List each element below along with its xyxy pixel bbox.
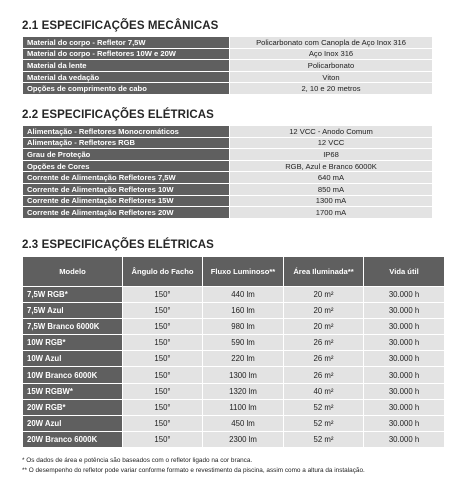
mechanical-spec-value: Viton: [230, 71, 433, 83]
lifespan-cell: 30.000 h: [364, 383, 445, 399]
mechanical-spec-label: Material do corpo - Refletores 10W e 20W: [23, 48, 230, 60]
electrical-spec-value: 12 VCC - Anodo Comum: [230, 126, 433, 138]
mechanical-spec-value: Policarbonato: [230, 60, 433, 72]
model-cell: 20W Branco 6000K: [23, 431, 123, 447]
table-row: [23, 319, 445, 335]
electrical-spec-row: [23, 160, 433, 172]
model-cell: 7,5W Azul: [23, 303, 123, 319]
table-row: [23, 431, 445, 447]
illuminated-area-cell: 20 m²: [284, 287, 364, 303]
beam-angle-cell: 150°: [123, 351, 203, 367]
table-row: [23, 383, 445, 399]
beam-angle-cell: 150°: [123, 383, 203, 399]
electrical-spec-value: 1300 mA: [230, 195, 433, 207]
luminous-flux-cell: 440 lm: [203, 287, 284, 303]
mechanical-spec-table: [22, 36, 433, 95]
electrical-spec-row: [23, 195, 433, 207]
illuminated-area-cell: 20 m²: [284, 303, 364, 319]
luminous-flux-cell: 590 lm: [203, 335, 284, 351]
illuminated-area-cell: 40 m²: [284, 383, 364, 399]
lifespan-cell: 30.000 h: [364, 367, 445, 383]
illuminated-area-cell: 26 m²: [284, 351, 364, 367]
section-title-mechanical: 2.1 ESPECIFICAÇÕES MECÂNICAS: [22, 20, 219, 32]
luminous-flux-cell: 2300 lm: [203, 431, 284, 447]
model-cell: 10W Branco 6000K: [23, 367, 123, 383]
header-luminous-flux: Fluxo Luminoso**: [203, 257, 284, 287]
table-row: [23, 335, 445, 351]
model-cell: 15W RGBW*: [23, 383, 123, 399]
luminous-flux-cell: 1100 lm: [203, 399, 284, 415]
illuminated-area-cell: 52 m²: [284, 415, 364, 431]
electrical-spec-table: [22, 125, 433, 219]
table-row: [23, 399, 445, 415]
electrical-spec-row: [23, 137, 433, 149]
footnote-power: * Os dados de área e potência são baseados com o refletor ligado na cor branca.: [22, 457, 253, 464]
illuminated-area-cell: 26 m²: [284, 367, 364, 383]
luminous-flux-cell: 160 lm: [203, 303, 284, 319]
mechanical-spec-label: Material do corpo - Refletor 7,5W: [23, 37, 230, 49]
model-cell: 10W RGB*: [23, 335, 123, 351]
illuminated-area-cell: 20 m²: [284, 319, 364, 335]
model-cell: 7,5W RGB*: [23, 287, 123, 303]
performance-table: [22, 256, 445, 448]
model-cell: 20W RGB*: [23, 399, 123, 415]
table-row: [23, 351, 445, 367]
mechanical-spec-label: Material da lente: [23, 60, 230, 72]
mechanical-spec-row: [23, 48, 433, 60]
mechanical-spec-row: [23, 71, 433, 83]
electrical-spec-value: RGB, Azul e Branco 6000K: [230, 160, 433, 172]
electrical-spec-value: IP68: [230, 149, 433, 161]
luminous-flux-cell: 1300 lm: [203, 367, 284, 383]
lifespan-cell: 30.000 h: [364, 399, 445, 415]
electrical-spec-value: 640 mA: [230, 172, 433, 184]
header-illuminated-area: Área Iluminada**: [284, 257, 364, 287]
header-beam-angle: Ângulo do Facho: [123, 257, 203, 287]
electrical-spec-label: Corrente de Alimentação Refletores 15W: [23, 195, 230, 207]
electrical-spec-row: [23, 149, 433, 161]
illuminated-area-cell: 52 m²: [284, 399, 364, 415]
header-lifespan: Vida útil: [364, 257, 445, 287]
electrical-spec-label: Alimentação - Refletores Monocromáticos: [23, 126, 230, 138]
lifespan-cell: 30.000 h: [364, 351, 445, 367]
mechanical-spec-value: 2, 10 e 20 metros: [230, 83, 433, 95]
section-title-performance: 2.3 ESPECIFICAÇÕES ELÉTRICAS: [22, 239, 214, 251]
electrical-spec-row: [23, 183, 433, 195]
electrical-spec-row: [23, 172, 433, 184]
electrical-spec-value: 12 VCC: [230, 137, 433, 149]
section-title-electrical: 2.2 ESPECIFICAÇÕES ELÉTRICAS: [22, 109, 214, 121]
electrical-spec-label: Opções de Cores: [23, 160, 230, 172]
mechanical-spec-row: [23, 83, 433, 95]
mechanical-spec-row: [23, 60, 433, 72]
electrical-spec-label: Corrente de Alimentação Refletores 7,5W: [23, 172, 230, 184]
beam-angle-cell: 150°: [123, 335, 203, 351]
luminous-flux-cell: 980 lm: [203, 319, 284, 335]
table-row: [23, 367, 445, 383]
mechanical-spec-label: Opções de comprimento de cabo: [23, 83, 230, 95]
header-model: Modelo: [23, 257, 123, 287]
table-row: [23, 303, 445, 319]
lifespan-cell: 30.000 h: [364, 431, 445, 447]
electrical-spec-row: [23, 126, 433, 138]
model-cell: 10W Azul: [23, 351, 123, 367]
illuminated-area-cell: 52 m²: [284, 431, 364, 447]
lifespan-cell: 30.000 h: [364, 287, 445, 303]
table-row: [23, 415, 445, 431]
electrical-spec-label: Grau de Proteção: [23, 149, 230, 161]
electrical-spec-label: Alimentação - Refletores RGB: [23, 137, 230, 149]
mechanical-spec-row: [23, 37, 433, 49]
luminous-flux-cell: 1320 lm: [203, 383, 284, 399]
footnote-performance: ** O desempenho do refletor pode variar conforme formato e revestimento da piscina, assim como a altura da instalação.: [22, 467, 365, 474]
mechanical-spec-label: Material da vedação: [23, 71, 230, 83]
beam-angle-cell: 150°: [123, 415, 203, 431]
lifespan-cell: 30.000 h: [364, 335, 445, 351]
mechanical-spec-value: Policarbonato com Canopla de Aço Inox 316: [230, 37, 433, 49]
electrical-spec-row: [23, 207, 433, 219]
beam-angle-cell: 150°: [123, 303, 203, 319]
beam-angle-cell: 150°: [123, 287, 203, 303]
beam-angle-cell: 150°: [123, 319, 203, 335]
table-row: [23, 287, 445, 303]
electrical-spec-value: 1700 mA: [230, 207, 433, 219]
luminous-flux-cell: 220 lm: [203, 351, 284, 367]
electrical-spec-label: Corrente de Alimentação Refletores 20W: [23, 207, 230, 219]
beam-angle-cell: 150°: [123, 431, 203, 447]
illuminated-area-cell: 26 m²: [284, 335, 364, 351]
beam-angle-cell: 150°: [123, 367, 203, 383]
lifespan-cell: 30.000 h: [364, 319, 445, 335]
model-cell: 7,5W Branco 6000K: [23, 319, 123, 335]
lifespan-cell: 30.000 h: [364, 303, 445, 319]
luminous-flux-cell: 450 lm: [203, 415, 284, 431]
model-cell: 20W Azul: [23, 415, 123, 431]
lifespan-cell: 30.000 h: [364, 415, 445, 431]
beam-angle-cell: 150°: [123, 399, 203, 415]
electrical-spec-value: 850 mA: [230, 183, 433, 195]
mechanical-spec-value: Aço Inox 316: [230, 48, 433, 60]
electrical-spec-label: Corrente de Alimentação Refletores 10W: [23, 183, 230, 195]
